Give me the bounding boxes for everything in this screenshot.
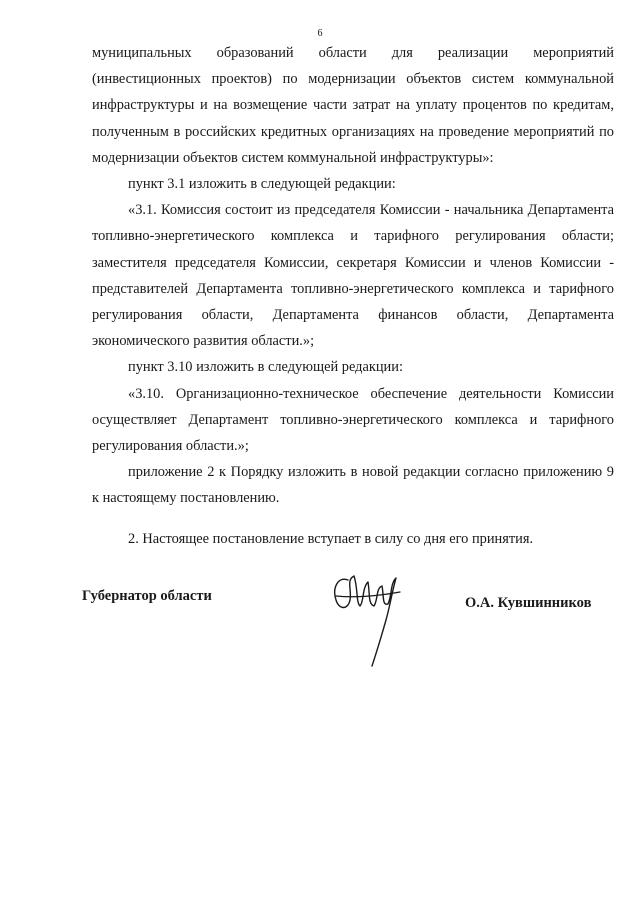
paragraph-clause-3-10: «3.10. Организационно-техническое обеспечение деятельности Комиссии осуществляет Департамент топливно-энергетического комплекса и тарифного регулирования области.»; — [92, 385, 614, 455]
paragraph-appendix: приложение 2 к Порядку изложить в новой редакции согласно приложению 9 к настоящему постановлению. — [92, 464, 614, 507]
document-body — [92, 40, 614, 552]
paragraph-clause-3-1: «3.1. Комиссия состоит из председателя Комиссии - начальника Департамента топливно-энергетического комплекса и тарифного регулирования области; заместителя председателя Комиссии, секретаря Комиссии и членов Комиссии - представителей Департамента топливно-энергетического комплекса и тарифного регулирования области, Департамента финансов области, Департамента экономического развития области.»; — [92, 202, 614, 350]
paragraph-effective-date: 2. Настоящее постановление вступает в силу со дня его принятия. — [128, 530, 534, 547]
signatory-name: О.А. Кувшинников — [465, 595, 592, 611]
paragraph-continuation: муниципальных образований области для реализации мероприятий (инвестиционных проектов) по модернизации объектов систем коммунальной инфраструктуры и на возмещение части затрат на уплату процентов по кредитам, полученным в российских кредитных организациях на проведение мероприятий по модернизации объектов систем коммунальной инфраструктуры»: — [92, 45, 614, 166]
paragraph-clause-3-1-intro: пункт 3.1 изложить в следующей редакции: — [128, 176, 396, 193]
signatory-title: Губернатор области — [82, 588, 212, 604]
page-number: 6 — [317, 28, 323, 39]
handwritten-signature — [326, 566, 414, 674]
paragraph-clause-3-10-intro: пункт 3.10 изложить в следующей редакции: — [128, 359, 403, 376]
